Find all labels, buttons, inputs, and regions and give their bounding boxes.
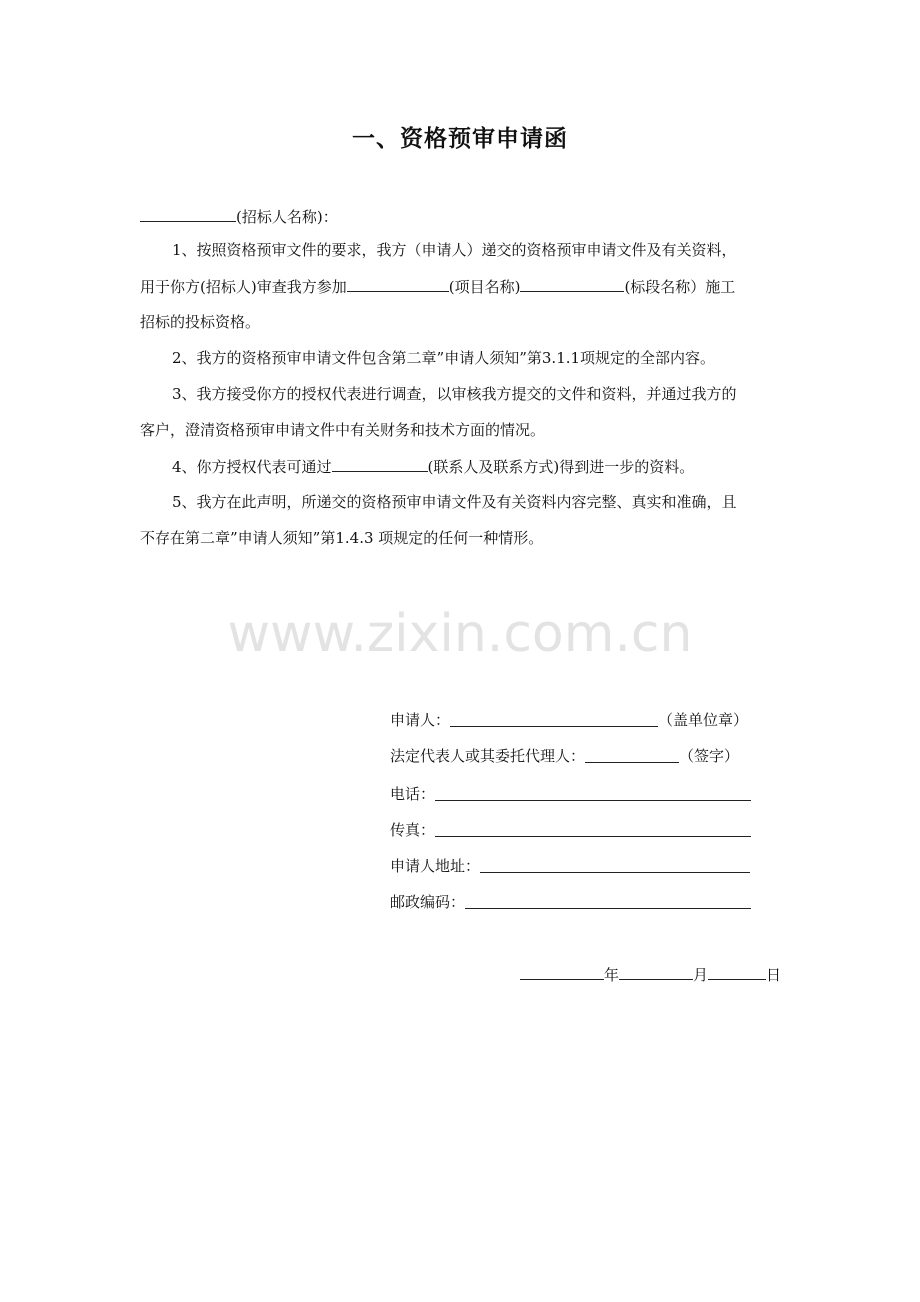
address-label: 申请人地址： [390,857,481,875]
item5-line2: 不存在第二章”申请人须知”第1.4.3 项规定的任何一种情形。 [140,529,544,547]
item1-line2-text-c: (标段名称）施工 [624,278,736,296]
representative-label: 法定代表人或其委托代理人： [390,747,586,765]
recipient-name-blank[interactable] [140,206,236,222]
addressee-line [140,206,780,227]
item4-text-a: 4、你方授权代表可通过 [172,458,332,476]
section-name-blank[interactable] [520,276,624,292]
address-blank[interactable] [480,857,750,873]
applicant-label: 申请人： [390,711,451,729]
date-row [520,964,781,985]
item5-line1: 5、我方在此声明，所递交的资格预审申请文件及有关资料内容完整、真实和准确，且 [172,493,737,511]
representative-blank[interactable] [585,747,679,763]
applicant-row [390,710,748,730]
year-label: 年 [604,966,620,984]
applicant-note: （盖单位章） [658,711,749,729]
representative-row [390,746,739,766]
addressee-suffix: (招标人名称)： [236,208,338,226]
phone-row [390,784,751,804]
applicant-blank[interactable] [450,711,658,727]
item1-line1: 1、按照资格预审文件的要求，我方（申请人）递交的资格预审申请文件及有关资料， [172,241,737,259]
item1-line2 [140,276,780,297]
year-blank[interactable] [520,964,604,980]
item3-line1: 3、我方接受你方的授权代表进行调查，以审核我方提交的文件和资料，并通过我方的 [172,385,737,403]
project-name-blank[interactable] [347,276,449,292]
fax-blank[interactable] [435,821,751,837]
day-label: 日 [766,966,782,984]
postcode-label: 邮政编码： [390,893,466,911]
fax-label: 传真： [390,821,436,839]
item1-line3: 招标的投标资格。 [140,313,261,331]
item4-text-b: (联系人及联系方式)得到进一步的资料。 [427,458,695,476]
day-blank[interactable] [708,964,766,980]
item4-line [140,456,812,477]
watermark: www.zixin.com.cn [227,604,693,664]
postcode-row [390,892,751,912]
address-row [390,856,750,876]
contact-info-blank[interactable] [332,456,428,472]
item2-line: 2、我方的资格预审申请文件包含第二章”申请人须知”第3.1.1项规定的全部内容。 [172,349,716,367]
postcode-blank[interactable] [465,893,751,909]
phone-label: 电话： [390,785,436,803]
page-title: 一、资格预审申请函 [352,126,568,152]
phone-blank[interactable] [435,785,751,801]
item3-line2: 客户，澄清资格预审申请文件中有关财务和技术方面的情况。 [140,421,546,439]
fax-row [390,820,751,840]
item1-line2-text-b: (项目名称) [448,278,521,296]
month-label: 月 [693,966,709,984]
representative-note: （签字） [679,747,740,765]
item1-line2-text-a: 用于你方(招标人)审查我方参加 [140,278,347,296]
month-blank[interactable] [619,964,693,980]
